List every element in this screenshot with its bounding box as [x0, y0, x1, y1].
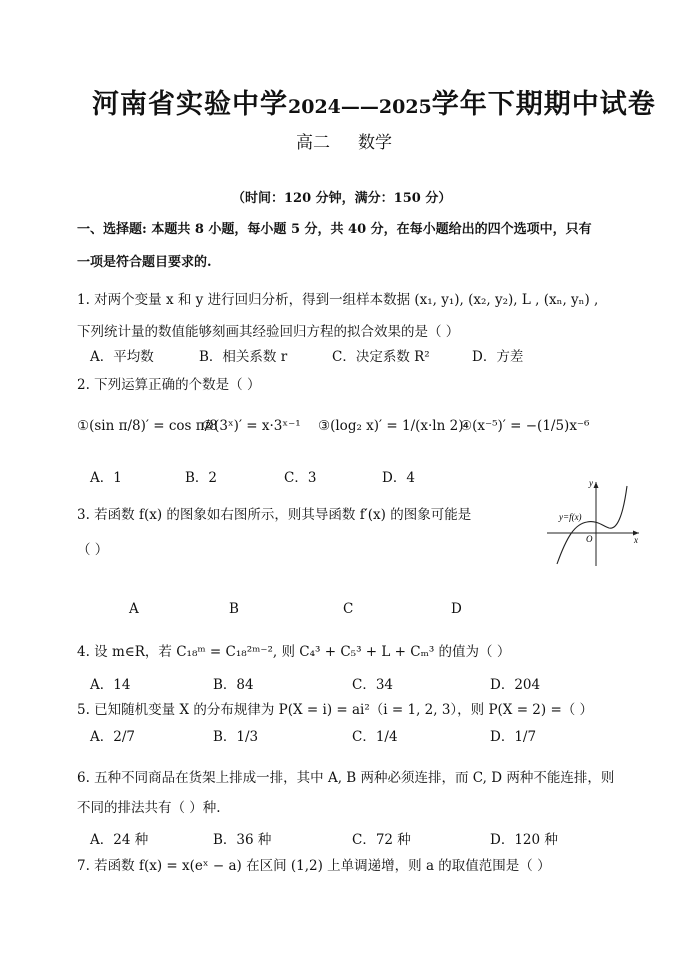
q7-stem: 7. 若函数 f(x) = x(eˣ − a) 在区间 (1,2) 上单调递增，则 a 的取值范围是（ ） [77, 858, 551, 874]
q4-option-a[interactable]: A．14 [90, 677, 131, 693]
q5-stem: 5. 已知随机变量 X 的分布规律为 P(X = i) = ai²（i = 1, 2, 3），则 P(X = 2) =（ ） [77, 702, 594, 718]
curve-y-equals-fx [557, 486, 627, 564]
q3-function-graph [545, 476, 645, 568]
q2-stem: 2. 下列运算正确的个数是（ ） [77, 377, 261, 393]
q2-option-b[interactable]: B．2 [185, 470, 218, 486]
q1-option-d[interactable]: D．方差 [472, 349, 524, 365]
q4-option-c[interactable]: C．34 [352, 677, 394, 693]
grade-label: 高二 [296, 133, 330, 153]
q3-choice-c[interactable]: C [343, 601, 354, 617]
section-heading-line1: 一、选择题: 本题共 8 小题，每小题 5 分，共 40 分，在每小题给出的四个选项中，只有 [77, 222, 592, 237]
q5-option-b[interactable]: B．1/3 [213, 729, 259, 745]
q5-option-c[interactable]: C．1/4 [352, 729, 398, 745]
q1-option-c[interactable]: C．决定系数 R² [332, 349, 430, 365]
q6-option-d[interactable]: D．120 种 [490, 832, 558, 848]
q2-formula-1: ①(sin π/8)′ = cos π/8 [77, 418, 218, 434]
q6-option-c[interactable]: C．72 种 [352, 832, 411, 848]
q3-choice-d[interactable]: D [451, 601, 462, 617]
q5-option-a[interactable]: A．2/7 [90, 729, 135, 745]
q4-stem: 4. 设 m∈R，若 C₁₈ᵐ = C₁₈²ᵐ⁻², 则 C₄³ + C₅³ + L + Cₘ³ 的值为（ ） [77, 644, 511, 660]
q6-stem-line2: 不同的排法共有（ ）种. [77, 800, 221, 816]
q2-formula-2: ②(3ˣ)′ = x·3ˣ⁻¹ [202, 418, 301, 434]
q3-choice-b[interactable]: B [229, 601, 239, 617]
q4-option-b[interactable]: B．84 [213, 677, 254, 693]
title-school: 河南省实验中学 [92, 89, 288, 120]
q1-stem-line1: 1. 对两个变量 x 和 y 进行回归分析，得到一组样本数据 (x₁, y₁), (x₂, y₂), L , (xₙ, yₙ) , [77, 292, 599, 308]
graph-x-label: x [634, 535, 638, 545]
q5-option-d[interactable]: D．1/7 [490, 729, 537, 745]
q3-stem-line2: （ ） [77, 542, 109, 558]
q3-stem-line1: 3. 若函数 f(x) 的图象如右图所示，则其导函数 f′(x) 的图象可能是 [77, 507, 472, 523]
exam-title [92, 82, 656, 121]
title-term: 学年下期期中试卷 [431, 89, 656, 120]
exam-info: （时间：120 分钟，满分：150 分） [232, 191, 452, 206]
q3-choice-a[interactable]: A [129, 601, 139, 617]
q1-option-b[interactable]: B．相关系数 r [199, 349, 288, 365]
subject-label: 数学 [358, 133, 392, 153]
graph-y-label: y [589, 478, 593, 488]
q2-formula-4: ④(x⁻⁵)′ = −(1/5)x⁻⁶ [460, 418, 590, 434]
q6-option-b[interactable]: B．36 种 [213, 832, 272, 848]
q2-option-a[interactable]: A．1 [90, 470, 122, 486]
title-year: 2024——2025 [288, 96, 432, 118]
graph-function-label: y=f(x) [559, 512, 582, 522]
exam-subtitle [296, 128, 392, 153]
section-heading-line2: 一项是符合题目要求的. [77, 255, 212, 270]
q6-option-a[interactable]: A．24 种 [90, 832, 149, 848]
q1-option-a[interactable]: A．平均数 [90, 349, 154, 365]
q1-stem-line2: 下列统计量的数值能够刻画其经验回归方程的拟合效果的是（ ） [77, 324, 460, 340]
q6-stem-line1: 6. 五种不同商品在货架上排成一排，其中 A, B 两种必须连排，而 C, D 两种不能连排，则 [77, 770, 615, 786]
q2-option-c[interactable]: C．3 [284, 470, 317, 486]
q2-formula-3: ③(log₂ x)′ = 1/(x·ln 2) [318, 418, 464, 434]
y-axis-arrow-icon [594, 482, 599, 488]
q2-option-d[interactable]: D．4 [382, 470, 415, 486]
graph-origin-label: O [586, 534, 593, 544]
q4-option-d[interactable]: D．204 [490, 677, 541, 693]
